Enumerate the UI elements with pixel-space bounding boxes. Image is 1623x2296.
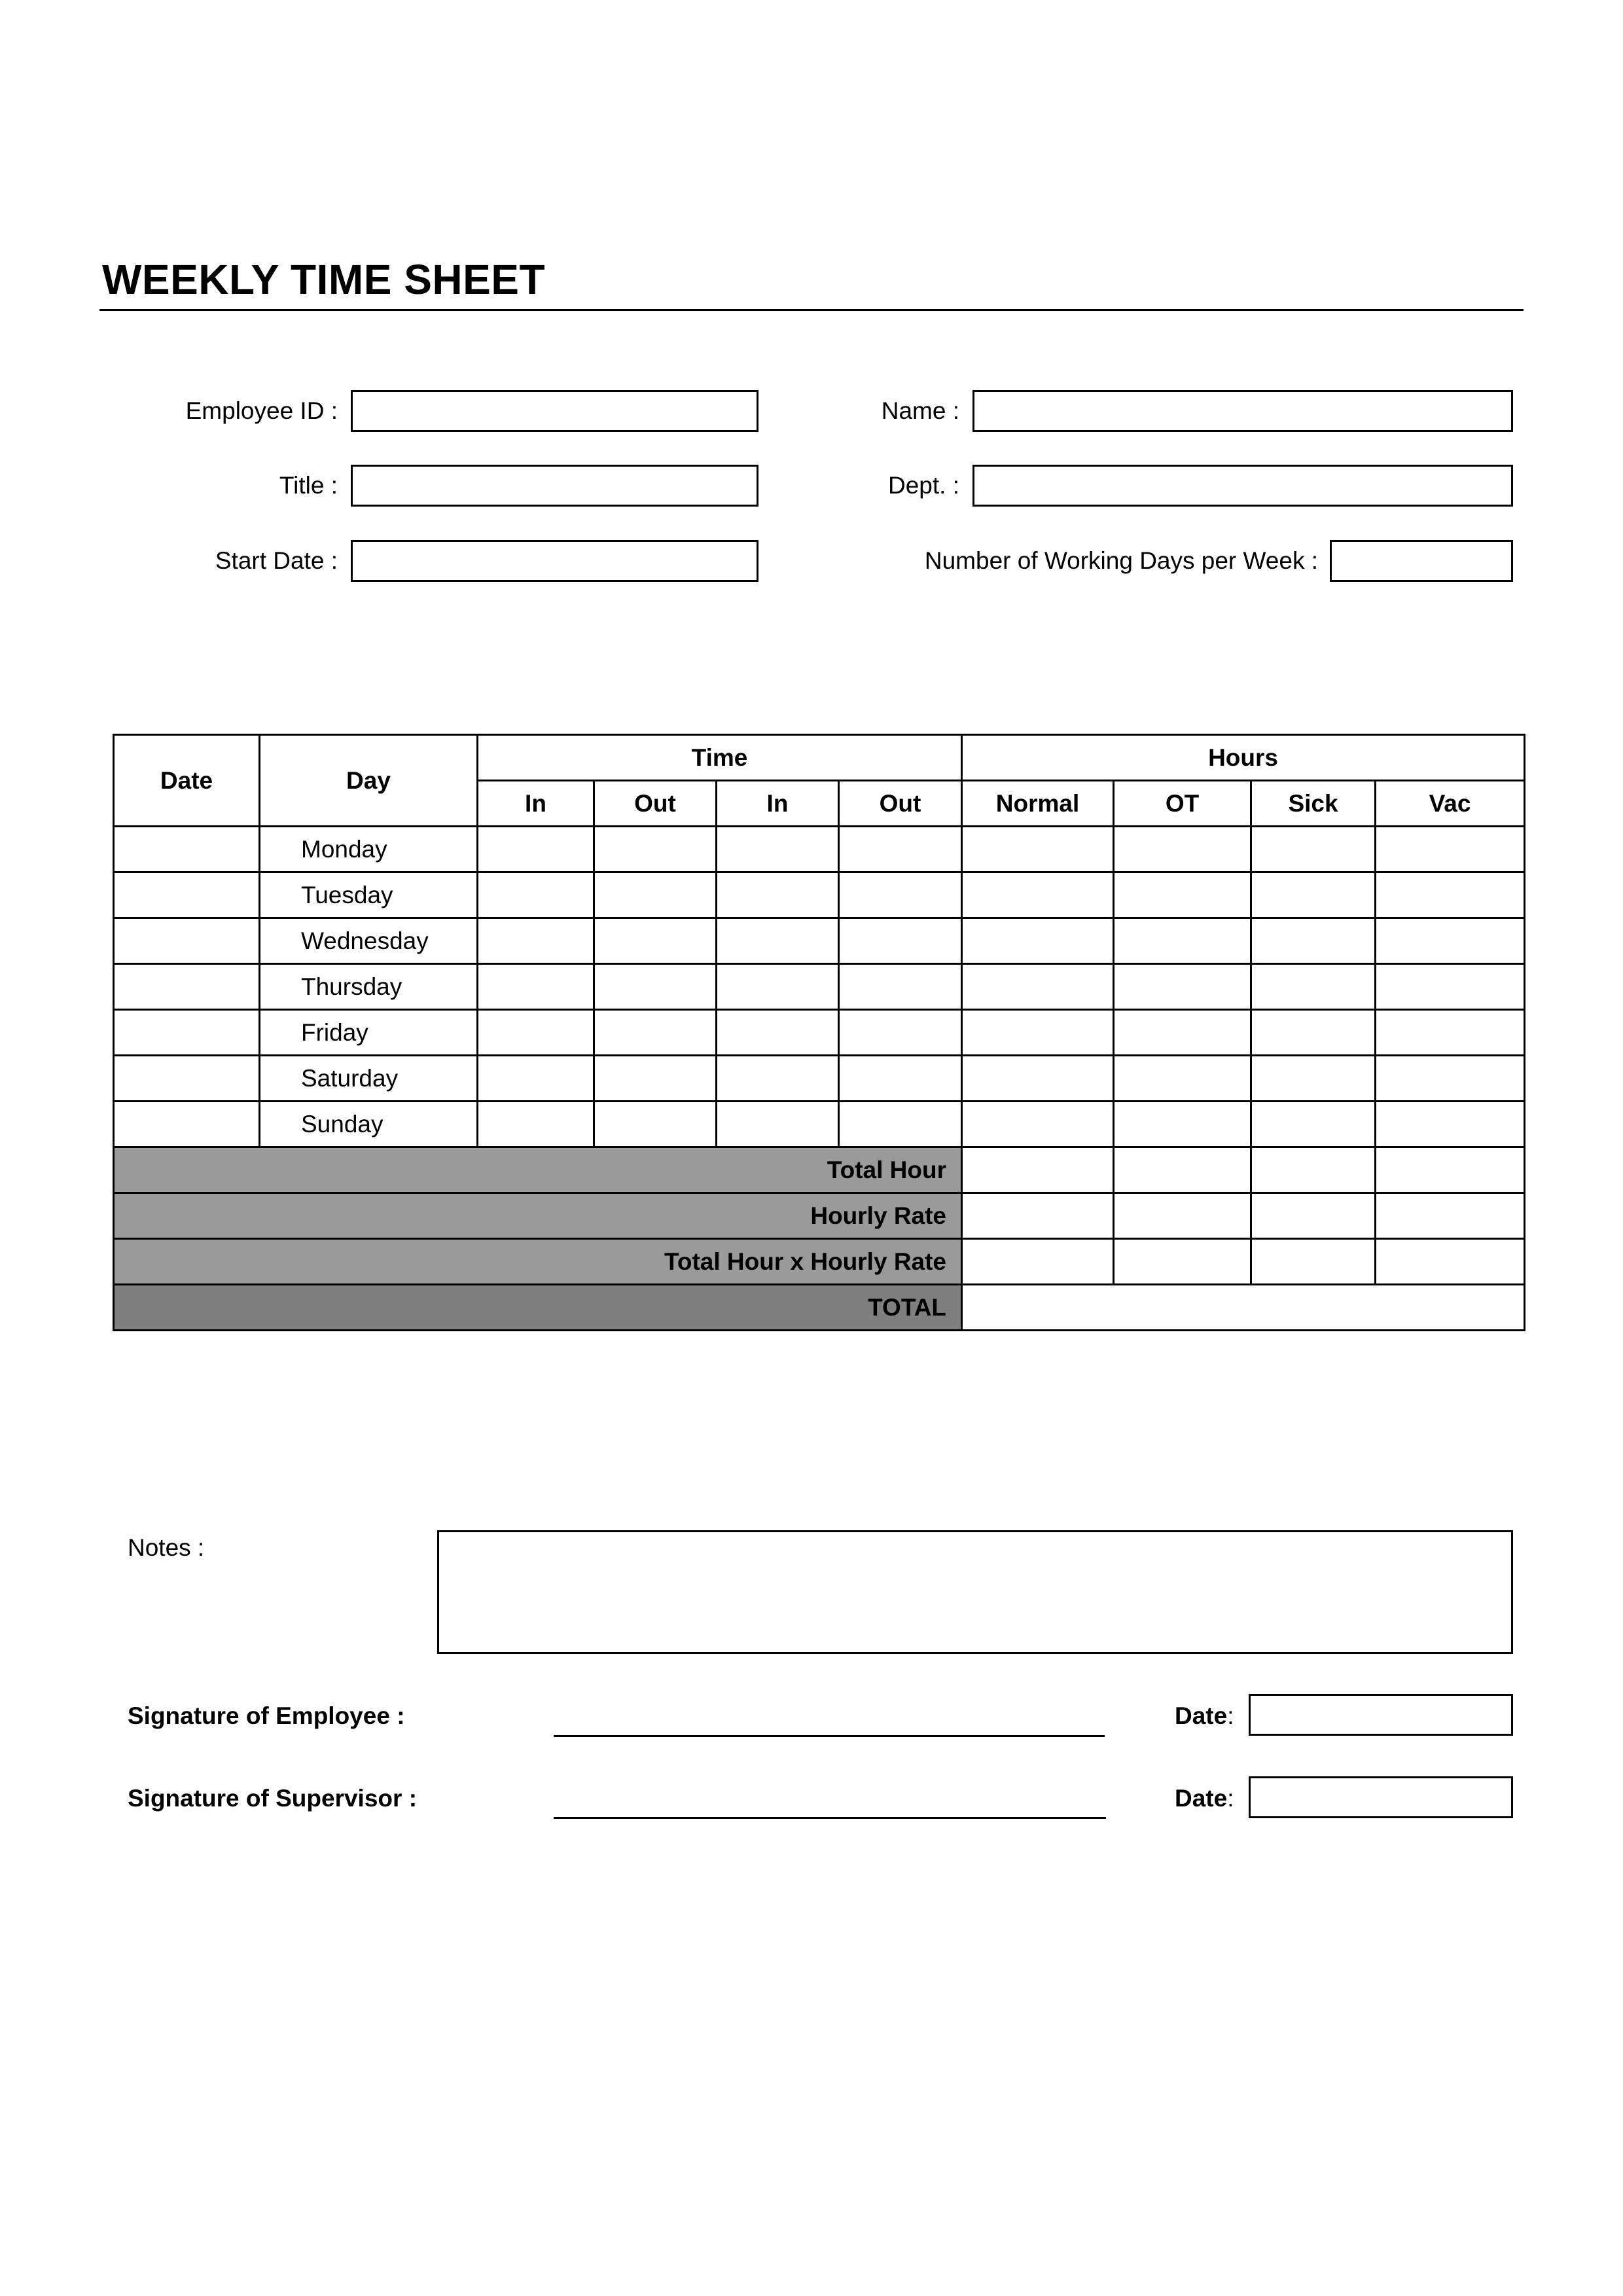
working-days-field[interactable] xyxy=(1330,540,1513,582)
sick-hours-cell[interactable] xyxy=(1251,1102,1376,1147)
table-row xyxy=(114,1102,1525,1147)
vac-hours-cell[interactable] xyxy=(1376,1102,1525,1147)
rate-normal-cell[interactable] xyxy=(962,1193,1114,1239)
col-header-day: Day xyxy=(260,735,478,827)
employee-date-field[interactable] xyxy=(1249,1694,1513,1736)
time-out-cell[interactable] xyxy=(594,872,717,918)
title-label: Title : xyxy=(279,472,338,499)
normal-hours-cell[interactable] xyxy=(962,964,1114,1010)
time-in-cell[interactable] xyxy=(717,1056,839,1102)
time-in-cell[interactable] xyxy=(478,964,594,1010)
day-cell: Thursday xyxy=(260,964,478,1010)
time-in-cell[interactable] xyxy=(717,964,839,1010)
sick-hours-cell[interactable] xyxy=(1251,964,1376,1010)
table-row xyxy=(114,964,1525,1010)
timesheet-table xyxy=(113,734,1525,1331)
date-cell[interactable] xyxy=(114,1010,260,1056)
notes-label: Notes : xyxy=(128,1534,205,1561)
page-title: WEEKLY TIME SHEET xyxy=(102,256,546,303)
name-label: Name : xyxy=(881,397,959,424)
rate-sick-cell[interactable] xyxy=(1251,1193,1376,1239)
time-in-cell[interactable] xyxy=(478,872,594,918)
normal-hours-cell[interactable] xyxy=(962,872,1114,918)
time-out-cell[interactable] xyxy=(839,1102,962,1147)
group-header-hours: Hours xyxy=(962,735,1525,781)
time-in-cell[interactable] xyxy=(717,1102,839,1147)
supervisor-date-field[interactable] xyxy=(1249,1776,1513,1818)
day-cell: Tuesday xyxy=(260,872,478,918)
total-row xyxy=(114,1285,1525,1331)
time-in-cell[interactable] xyxy=(478,918,594,964)
col-header-date: Date xyxy=(114,735,260,827)
employee-id-field[interactable] xyxy=(351,390,758,432)
ot-hours-cell[interactable] xyxy=(1114,964,1251,1010)
time-out-cell[interactable] xyxy=(839,964,962,1010)
time-in-cell[interactable] xyxy=(717,1010,839,1056)
col-header-time-in-2: In xyxy=(717,781,839,827)
product-ot-cell[interactable] xyxy=(1114,1239,1251,1285)
time-out-cell[interactable] xyxy=(839,827,962,872)
working-days-label: Number of Working Days per Week : xyxy=(924,547,1318,574)
vac-hours-cell[interactable] xyxy=(1376,918,1525,964)
total-vac-cell[interactable] xyxy=(1376,1147,1525,1193)
time-in-cell[interactable] xyxy=(478,1010,594,1056)
ot-hours-cell[interactable] xyxy=(1114,827,1251,872)
total-ot-cell[interactable] xyxy=(1114,1147,1251,1193)
normal-hours-cell[interactable] xyxy=(962,1010,1114,1056)
table-row xyxy=(114,827,1525,872)
date-cell[interactable] xyxy=(114,827,260,872)
table-row xyxy=(114,918,1525,964)
normal-hours-cell[interactable] xyxy=(962,918,1114,964)
employee-signature-line[interactable] xyxy=(554,1735,1105,1737)
sick-hours-cell[interactable] xyxy=(1251,872,1376,918)
group-header-time: Time xyxy=(478,735,962,781)
col-header-ot: OT xyxy=(1114,781,1251,827)
time-in-cell[interactable] xyxy=(717,918,839,964)
total-sick-cell[interactable] xyxy=(1251,1147,1376,1193)
summary-row-total-hour xyxy=(114,1147,1525,1193)
employee-date-label: Date: xyxy=(1175,1702,1234,1729)
time-out-cell[interactable] xyxy=(594,964,717,1010)
normal-hours-cell[interactable] xyxy=(962,1102,1114,1147)
table-row xyxy=(114,1056,1525,1102)
sick-hours-cell[interactable] xyxy=(1251,827,1376,872)
vac-hours-cell[interactable] xyxy=(1376,1010,1525,1056)
ot-hours-cell[interactable] xyxy=(1114,1056,1251,1102)
total-x-rate-label: Total Hour x Hourly Rate xyxy=(114,1239,962,1285)
date-cell[interactable] xyxy=(114,918,260,964)
product-normal-cell[interactable] xyxy=(962,1239,1114,1285)
time-out-cell[interactable] xyxy=(839,918,962,964)
rate-vac-cell[interactable] xyxy=(1376,1193,1525,1239)
ot-hours-cell[interactable] xyxy=(1114,872,1251,918)
vac-hours-cell[interactable] xyxy=(1376,827,1525,872)
time-out-cell[interactable] xyxy=(594,1010,717,1056)
start-date-label: Start Date : xyxy=(215,547,338,574)
total-normal-cell[interactable] xyxy=(962,1147,1114,1193)
time-out-cell[interactable] xyxy=(839,872,962,918)
day-cell: Saturday xyxy=(260,1056,478,1102)
start-date-field[interactable] xyxy=(351,540,758,582)
day-cell: Wednesday xyxy=(260,918,478,964)
col-header-vac: Vac xyxy=(1376,781,1525,827)
total-label: TOTAL xyxy=(114,1285,962,1331)
col-header-time-out-2: Out xyxy=(839,781,962,827)
time-out-cell[interactable] xyxy=(594,918,717,964)
col-header-time-out-1: Out xyxy=(594,781,717,827)
time-out-cell[interactable] xyxy=(839,1010,962,1056)
time-in-cell[interactable] xyxy=(478,1102,594,1147)
time-in-cell[interactable] xyxy=(717,827,839,872)
product-vac-cell[interactable] xyxy=(1376,1239,1525,1285)
employee-signature-label: Signature of Employee : xyxy=(128,1702,405,1729)
table-row xyxy=(114,872,1525,918)
day-cell: Monday xyxy=(260,827,478,872)
sick-hours-cell[interactable] xyxy=(1251,1056,1376,1102)
hourly-rate-label: Hourly Rate xyxy=(114,1193,962,1239)
dept-label: Dept. : xyxy=(888,472,959,499)
vac-hours-cell[interactable] xyxy=(1376,1056,1525,1102)
title-divider xyxy=(99,309,1524,311)
time-in-cell[interactable] xyxy=(717,872,839,918)
ot-hours-cell[interactable] xyxy=(1114,1102,1251,1147)
sick-hours-cell[interactable] xyxy=(1251,1010,1376,1056)
rate-ot-cell[interactable] xyxy=(1114,1193,1251,1239)
day-cell: Friday xyxy=(260,1010,478,1056)
date-cell[interactable] xyxy=(114,1056,260,1102)
supervisor-signature-label: Signature of Supervisor : xyxy=(128,1785,418,1812)
time-out-cell[interactable] xyxy=(594,827,717,872)
day-cell: Sunday xyxy=(260,1102,478,1147)
col-header-time-in-1: In xyxy=(478,781,594,827)
date-cell[interactable] xyxy=(114,872,260,918)
grand-total-cell[interactable] xyxy=(962,1285,1525,1331)
notes-field[interactable] xyxy=(437,1530,1513,1654)
title-field[interactable] xyxy=(351,465,758,507)
sick-hours-cell[interactable] xyxy=(1251,918,1376,964)
product-sick-cell[interactable] xyxy=(1251,1239,1376,1285)
total-hour-label: Total Hour xyxy=(114,1147,962,1193)
table-row xyxy=(114,1010,1525,1056)
normal-hours-cell[interactable] xyxy=(962,827,1114,872)
time-in-cell[interactable] xyxy=(478,827,594,872)
vac-hours-cell[interactable] xyxy=(1376,872,1525,918)
date-cell[interactable] xyxy=(114,964,260,1010)
summary-row-product xyxy=(114,1239,1525,1285)
date-cell[interactable] xyxy=(114,1102,260,1147)
summary-row-hourly-rate xyxy=(114,1193,1525,1239)
col-header-sick: Sick xyxy=(1251,781,1376,827)
employee-id-label: Employee ID : xyxy=(185,397,338,424)
normal-hours-cell[interactable] xyxy=(962,1056,1114,1102)
supervisor-date-label: Date: xyxy=(1175,1785,1234,1812)
time-out-cell[interactable] xyxy=(594,1056,717,1102)
time-out-cell[interactable] xyxy=(594,1102,717,1147)
dept-field[interactable] xyxy=(972,465,1513,507)
time-out-cell[interactable] xyxy=(839,1056,962,1102)
name-field[interactable] xyxy=(972,390,1513,432)
vac-hours-cell[interactable] xyxy=(1376,964,1525,1010)
ot-hours-cell[interactable] xyxy=(1114,918,1251,964)
supervisor-signature-line[interactable] xyxy=(554,1817,1106,1819)
col-header-normal: Normal xyxy=(962,781,1114,827)
time-in-cell[interactable] xyxy=(478,1056,594,1102)
ot-hours-cell[interactable] xyxy=(1114,1010,1251,1056)
